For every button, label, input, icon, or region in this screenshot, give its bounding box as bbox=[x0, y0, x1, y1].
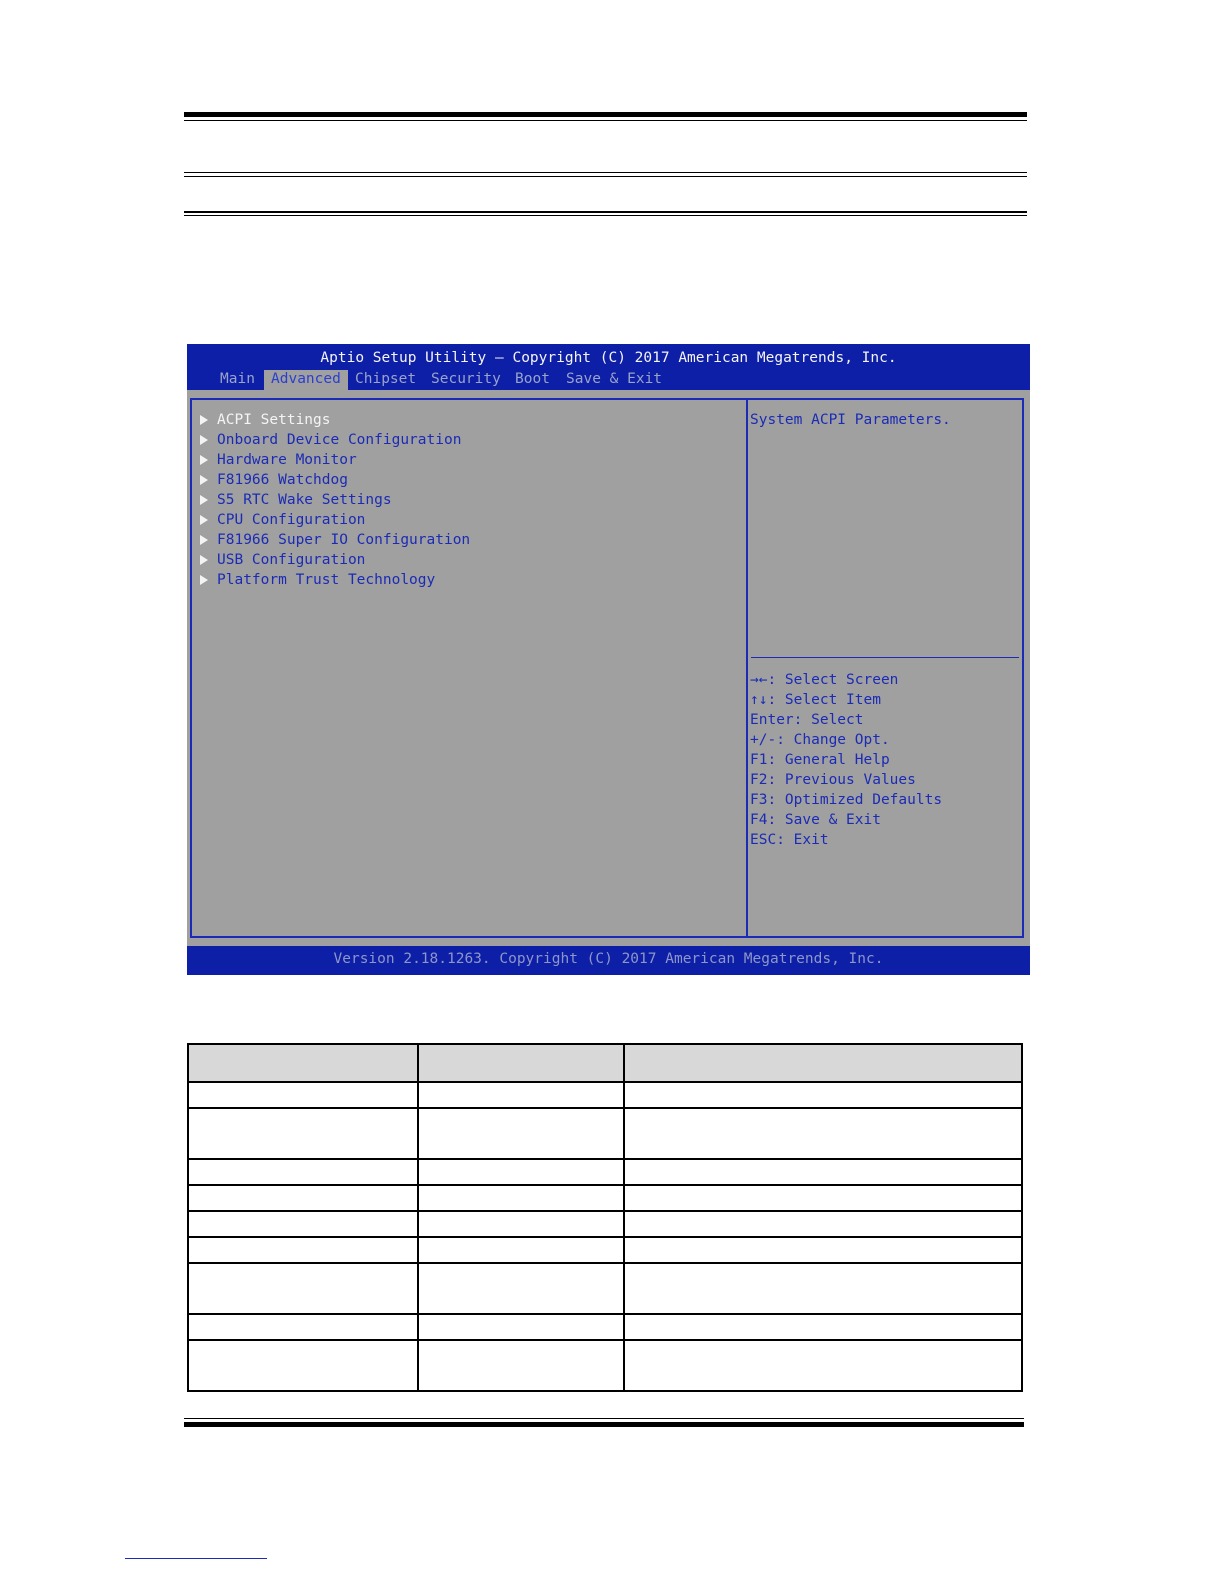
table-cell bbox=[418, 1082, 624, 1108]
tab-save-exit[interactable]: Save & Exit bbox=[566, 371, 663, 387]
help-separator bbox=[751, 657, 1019, 658]
tab-boot[interactable]: Boot bbox=[515, 371, 550, 387]
table-cell bbox=[418, 1314, 624, 1340]
table-row bbox=[188, 1314, 1022, 1340]
table-header-cell bbox=[188, 1044, 418, 1082]
tab-advanced[interactable]: Advanced bbox=[264, 370, 348, 390]
submenu-arrow-icon bbox=[200, 535, 208, 545]
table-cell bbox=[624, 1263, 1022, 1314]
table-row bbox=[188, 1082, 1022, 1108]
section-rule-top-1 bbox=[184, 172, 1027, 173]
submenu-arrow-icon bbox=[200, 495, 208, 505]
submenu-arrow-icon bbox=[200, 455, 208, 465]
table-cell bbox=[418, 1263, 624, 1314]
menu-item-label: F81966 Watchdog bbox=[217, 472, 348, 488]
menu-item-label: S5 RTC Wake Settings bbox=[217, 492, 392, 508]
submenu-arrow-icon bbox=[200, 555, 208, 565]
table-cell bbox=[624, 1314, 1022, 1340]
table-cell bbox=[188, 1159, 418, 1185]
table-cell bbox=[188, 1211, 418, 1237]
menu-item-label: F81966 Super IO Configuration bbox=[217, 532, 471, 548]
submenu-arrow-icon bbox=[200, 435, 208, 445]
table-cell bbox=[418, 1211, 624, 1237]
menu-item-onboard-device-configuration[interactable] bbox=[200, 430, 461, 450]
key-help-enter: Enter: Select bbox=[750, 712, 864, 728]
bios-help-box bbox=[746, 398, 1024, 938]
item-help-text: System ACPI Parameters. bbox=[750, 412, 951, 428]
table-row bbox=[188, 1108, 1022, 1159]
bios-footer: Version 2.18.1263. Copyright (C) 2017 American Megatrends, Inc. bbox=[333, 951, 884, 967]
footer-rule-thick bbox=[184, 1422, 1024, 1427]
table-row bbox=[188, 1263, 1022, 1314]
table-cell bbox=[418, 1340, 624, 1391]
submenu-arrow-icon bbox=[200, 475, 208, 485]
table-cell bbox=[624, 1082, 1022, 1108]
table-cell bbox=[188, 1314, 418, 1340]
menu-item-platform-trust-technology[interactable] bbox=[200, 570, 435, 590]
header-rule-thin bbox=[184, 120, 1027, 121]
menu-item-label: Onboard Device Configuration bbox=[217, 432, 462, 448]
bios-menu-box bbox=[190, 398, 748, 938]
tab-chipset[interactable]: Chipset bbox=[355, 371, 417, 387]
key-help-f1: F1: General Help bbox=[750, 752, 890, 768]
table-cell bbox=[188, 1108, 418, 1159]
table-cell bbox=[188, 1185, 418, 1211]
bios-setup-screen bbox=[187, 344, 1030, 975]
menu-item-f81966-watchdog[interactable] bbox=[200, 470, 348, 490]
section-rule-top-2 bbox=[184, 176, 1027, 177]
menu-item-label: CPU Configuration bbox=[217, 512, 366, 528]
options-table bbox=[187, 1043, 1023, 1392]
footer-rule-thin bbox=[184, 1418, 1024, 1419]
table-cell bbox=[624, 1108, 1022, 1159]
table-row bbox=[188, 1159, 1022, 1185]
table-cell bbox=[418, 1185, 624, 1211]
key-help-select-item: ↑↓: Select Item bbox=[750, 692, 881, 708]
menu-item-cpu-configuration[interactable] bbox=[200, 510, 365, 530]
table-cell bbox=[624, 1159, 1022, 1185]
table-cell bbox=[624, 1185, 1022, 1211]
table-cell bbox=[624, 1237, 1022, 1263]
submenu-arrow-icon bbox=[200, 415, 208, 425]
table-cell bbox=[188, 1263, 418, 1314]
menu-item-s5-rtc-wake-settings[interactable] bbox=[200, 490, 392, 510]
bios-title: Aptio Setup Utility – Copyright (C) 2017 American Megatrends, Inc. bbox=[320, 350, 897, 366]
submenu-arrow-icon bbox=[200, 575, 208, 585]
key-help-esc: ESC: Exit bbox=[750, 832, 829, 848]
table-cell bbox=[418, 1237, 624, 1263]
key-help-f2: F2: Previous Values bbox=[750, 772, 916, 788]
menu-item-label: USB Configuration bbox=[217, 552, 366, 568]
menu-item-acpi-settings[interactable] bbox=[200, 410, 331, 430]
menu-item-label: Platform Trust Technology bbox=[217, 572, 436, 588]
bottom-link-underline bbox=[125, 1558, 267, 1559]
key-help-f4: F4: Save & Exit bbox=[750, 812, 881, 828]
tab-main[interactable]: Main bbox=[220, 371, 255, 387]
table-header-cell bbox=[418, 1044, 624, 1082]
table-row bbox=[188, 1211, 1022, 1237]
menu-item-label: ACPI Settings bbox=[217, 412, 331, 428]
key-help-select-screen: →←: Select Screen bbox=[750, 672, 899, 688]
table-header-row bbox=[188, 1044, 1022, 1082]
menu-item-f81966-super-io-configuration[interactable] bbox=[200, 530, 470, 550]
table-row bbox=[188, 1185, 1022, 1211]
table-header-cell bbox=[624, 1044, 1022, 1082]
bios-tab-bar bbox=[187, 370, 1030, 390]
header-rule-thick bbox=[184, 112, 1027, 117]
bios-content-panel bbox=[187, 390, 1030, 946]
section-rule-bottom-2 bbox=[184, 215, 1027, 216]
menu-item-label: Hardware Monitor bbox=[217, 452, 357, 468]
table-row bbox=[188, 1340, 1022, 1391]
table-cell bbox=[418, 1159, 624, 1185]
tab-security[interactable]: Security bbox=[431, 371, 501, 387]
table-cell bbox=[624, 1340, 1022, 1391]
key-help-f3: F3: Optimized Defaults bbox=[750, 792, 943, 808]
table-cell bbox=[624, 1211, 1022, 1237]
menu-item-usb-configuration[interactable] bbox=[200, 550, 365, 570]
key-help-change-opt: +/-: Change Opt. bbox=[750, 732, 890, 748]
table-cell bbox=[188, 1082, 418, 1108]
menu-item-hardware-monitor[interactable] bbox=[200, 450, 357, 470]
section-rule-bottom-1 bbox=[184, 211, 1027, 213]
submenu-arrow-icon bbox=[200, 515, 208, 525]
table-cell bbox=[188, 1340, 418, 1391]
table-cell bbox=[188, 1237, 418, 1263]
table-row bbox=[188, 1237, 1022, 1263]
table-cell bbox=[418, 1108, 624, 1159]
